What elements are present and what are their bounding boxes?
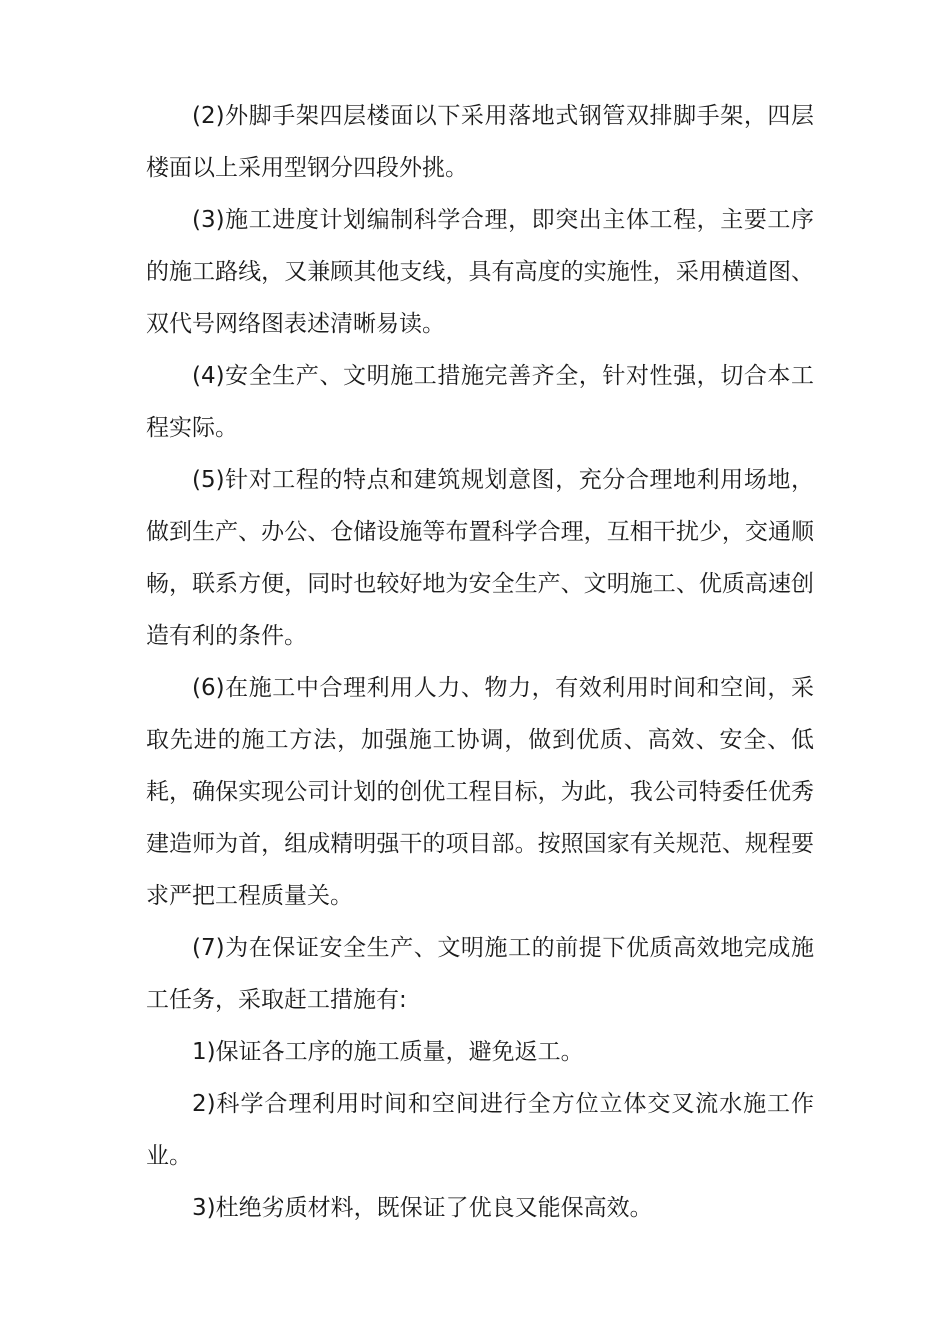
paragraph-7: (7)为在保证安全生产、文明施工的前提下优质高效地完成施工任务，采取赶工措施有: (146, 935, 814, 1013)
document-body (146, 90, 814, 1234)
list-item-3: 3)杜绝劣质材料，既保证了优良又能保高效。 (192, 1195, 653, 1221)
list-item-2: 2)科学合理利用时间和空间进行全方位立体交叉流水施工作业。 (146, 1091, 814, 1169)
paragraph-5: (5)针对工程的特点和建筑规划意图，充分合理地利用场地，做到生产、办公、仓储设施等布置科学合理，互相干扰少，交通顺畅，联系方便，同时也较好地为安全生产、文明施工、优质高速创造有利的条件。 (146, 467, 814, 649)
paragraph-4: (4)安全生产、文明施工措施完善齐全，针对性强，切合本工程实际。 (146, 363, 814, 441)
list-item-1: 1)保证各工序的施工质量，避免返工。 (192, 1039, 584, 1065)
paragraph-2: (2)外脚手架四层楼面以下采用落地式钢管双排脚手架，四层楼面以上采用型钢分四段外挑。 (146, 103, 814, 181)
paragraph-6: (6)在施工中合理利用人力、物力，有效利用时间和空间，采取先进的施工方法，加强施工协调，做到优质、高效、安全、低耗，确保实现公司计划的创优工程目标，为此，我公司特委任优秀建造师为首，组成精明强干的项目部。按照国家有关规范、规程要求严把工程质量关。 (146, 675, 814, 909)
paragraph-3: (3)施工进度计划编制科学合理，即突出主体工程，主要工序的施工路线，又兼顾其他支线，具有高度的实施性，采用横道图、双代号网络图表述清晰易读。 (146, 207, 814, 337)
